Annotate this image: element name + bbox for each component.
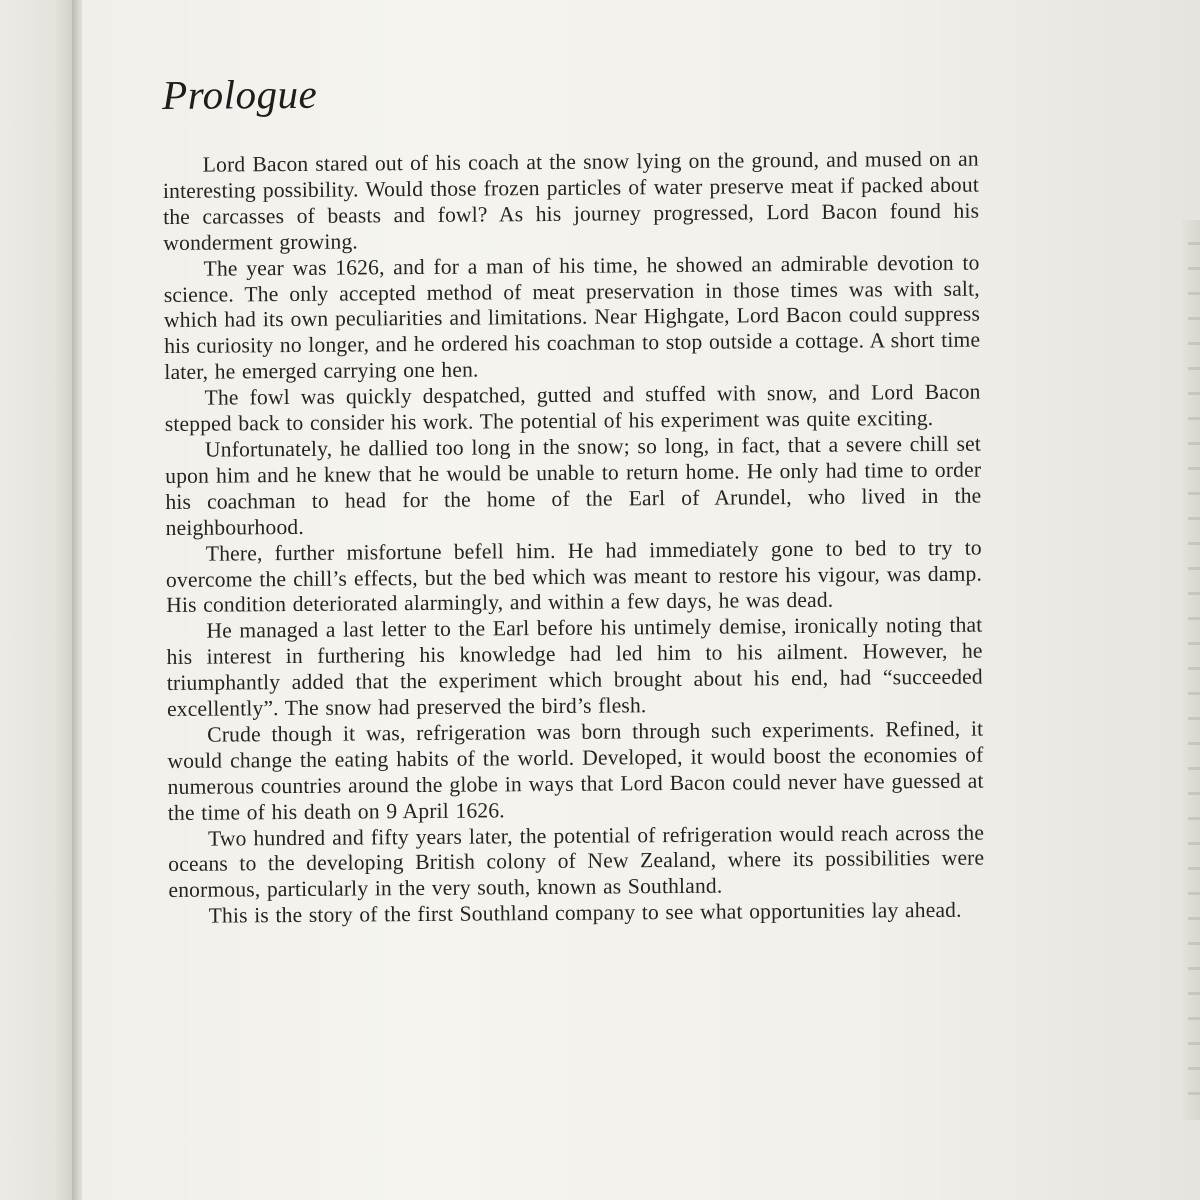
paragraph-9: This is the story of the first Southland company to see what opportunities lay ahead.	[208, 898, 962, 928]
page-text-block	[162, 64, 985, 931]
paragraph-1: Lord Bacon stared out of his coach at the snow lying on the ground, and mused on an interesting possibility. Would those frozen particles of water preserve meat if packed about the carcasses of beasts and fowl? As his journey progressed, Lord Bacon found his wonderment growing.	[162, 146, 980, 255]
left-page-edge	[0, 0, 78, 1200]
paragraph-4: Unfortunately, he dallied too long in the snow; so long, in fact, that a severe chill set upon him and he knew that he would be unable to return home. He only had time to order his coachman to head for the home of the Earl of Arundel, who lived in the neighbourhood.	[165, 431, 982, 540]
paragraph-6: He managed a last letter to the Earl before his untimely demise, ironically noting that his interest in furthering his knowledge had led him to his ailment. However, he triumphantly added that the experiment which brought about his end, had “succeeded excellently”. The snow had preserved the bird’s flesh.	[166, 612, 983, 722]
prologue-body	[163, 147, 985, 931]
paragraph-5: There, further misfortune befell him. He had immediately gone to bed to try to overcome the chill’s effects, but the bed which was meant to restore his vigour, was damp. His condition deteriorated alarmingly, and within a few days, he was dead.	[165, 535, 983, 618]
paragraph-7: Crude though it was, refrigeration was born through such experiments. Refined, it would change the eating habits of the world. Developed, it would boost the economies of numerous countries around the globe in ways that Lord Bacon could never have guessed at the time of his death on 9 April 1626.	[167, 716, 984, 825]
paragraph-8: Two hundred and fifty years later, the potential of refrigeration would reach across the oceans to the developing British colony of New Zealand, where its possibilities were enormous, particularly in the very south, known as Southland.	[168, 820, 985, 903]
next-page-edge	[1182, 220, 1200, 1120]
paragraph-2: The year was 1626, and for a man of his time, he showed an admirable devotion to science. The only accepted method of meat preservation in those times was with salt, which had its own peculiarities and limitations. Near Highgate, Lord Bacon could suppress his curiosity no longer, and he ordered his coachman to stop outside a cottage. A short time later, he emerged carrying one hen.	[163, 250, 981, 385]
paragraph-3: The fowl was quickly despatched, gutted and stuffed with snow, and Lord Bacon stepped back to consider his work. The potential of his experiment was quite exciting.	[164, 379, 981, 437]
chapter-title: Prologue	[162, 70, 318, 118]
